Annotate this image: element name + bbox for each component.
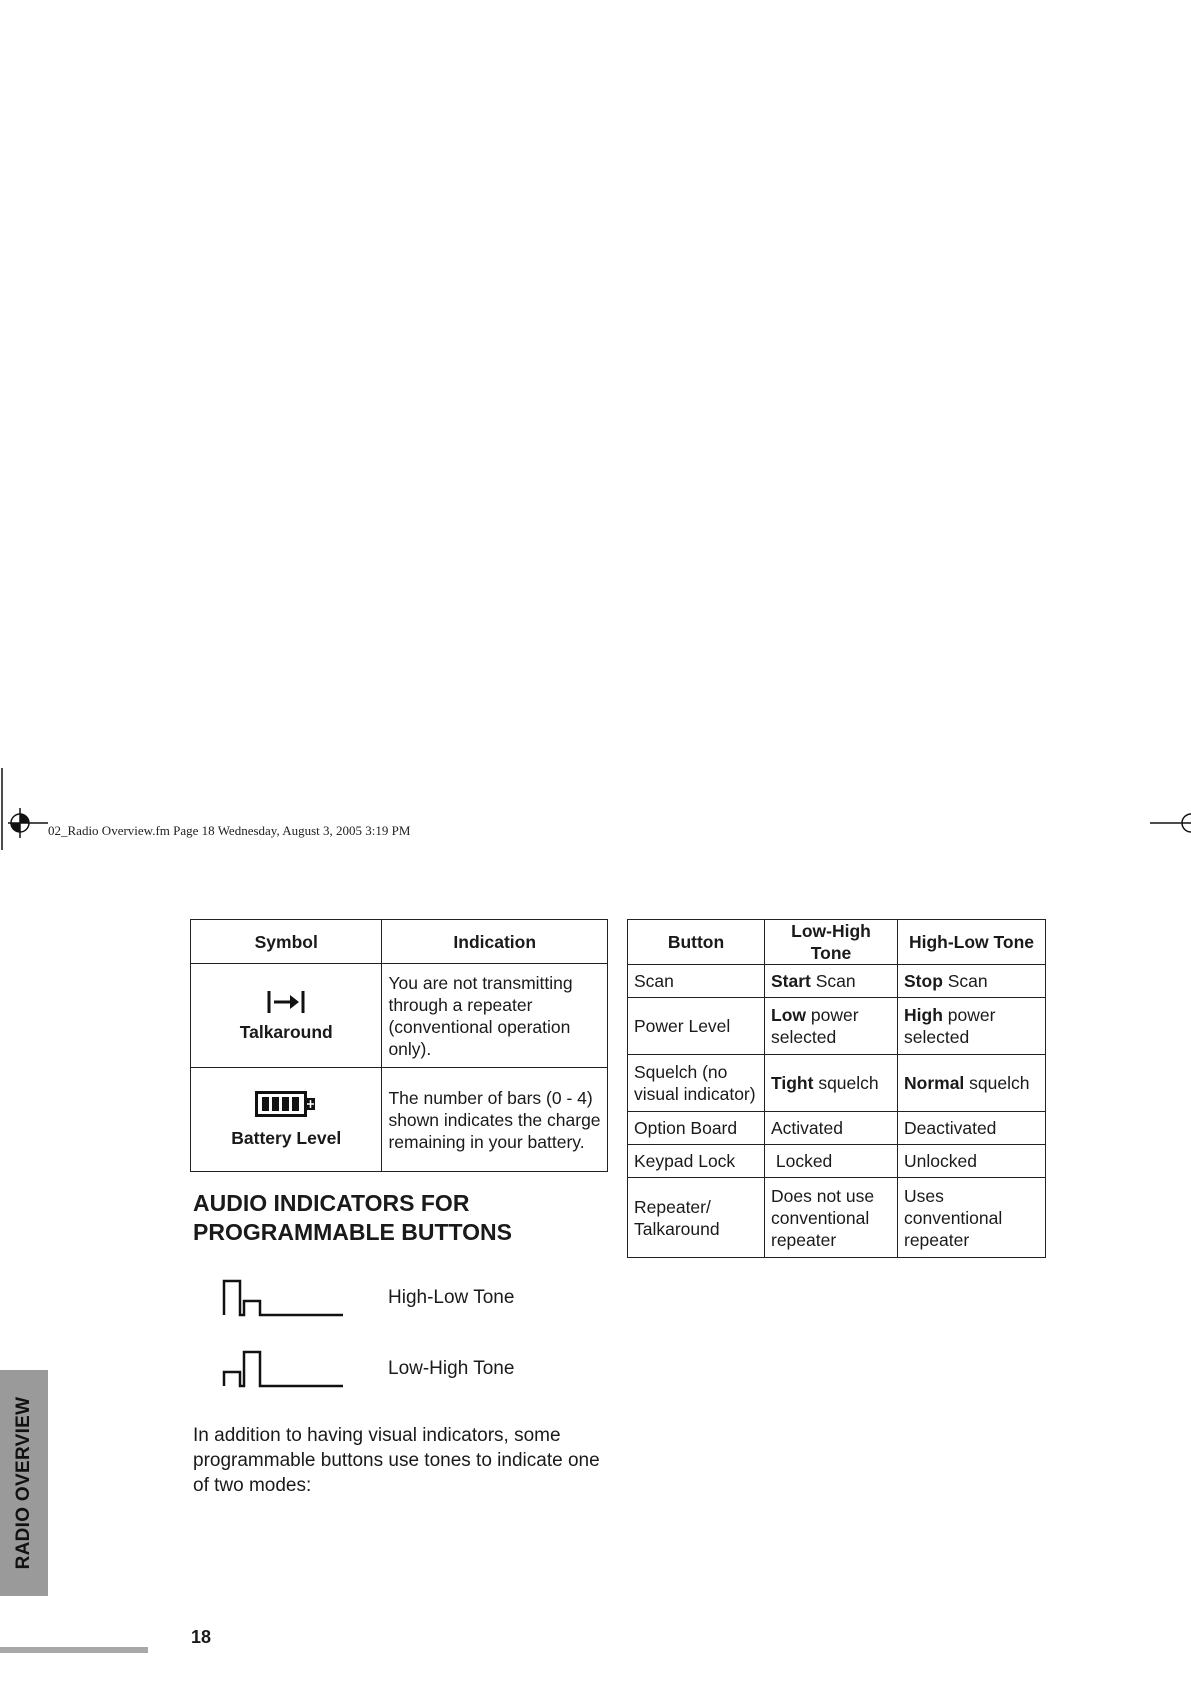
section-heading-line: AUDIO INDICATORS FOR (193, 1190, 470, 1216)
battery-icon (255, 1091, 317, 1117)
tone-label: High-Low Tone (388, 1287, 515, 1308)
table-row (191, 964, 608, 1068)
emphasis: Stop (904, 971, 943, 991)
cell-text: Uses conventional repeater (904, 1185, 1003, 1250)
high-low-tone-icon (222, 1277, 346, 1317)
table-row (191, 1068, 608, 1172)
indication-cell: You are not transmitting through a repeater (conventional operation only). (382, 964, 608, 1068)
button-cell: Keypad Lock (628, 1145, 765, 1178)
high-low-cell (898, 1055, 1046, 1112)
column-header: Indication (382, 920, 608, 964)
cell-text: Unlocked (904, 1151, 977, 1171)
cell-text: Deactivated (904, 1118, 997, 1138)
running-header: 02_Radio Overview.fm Page 18 Wednesday, August 3, 2005 3:19 PM (48, 823, 411, 838)
column-header: High-Low Tone (898, 920, 1046, 965)
body-paragraph: In addition to having visual indicators, some programmable buttons use tones to indicate one of two modes: (193, 1425, 600, 1496)
table-row (628, 1145, 1046, 1178)
emphasis: High (904, 1005, 943, 1025)
symbol-label: Battery Level (231, 1127, 342, 1148)
indication-cell: The number of bars (0 - 4) shown indicates the charge remaining in your battery. (382, 1068, 608, 1172)
cell-text: squelch (813, 1073, 879, 1093)
high-low-cell (898, 1112, 1046, 1145)
tone-label: Low-High Tone (388, 1358, 515, 1379)
column-header: Low-High Tone (765, 920, 898, 965)
button-cell: Power Level (628, 998, 765, 1055)
symbol-cell (191, 964, 382, 1068)
section-heading (193, 1189, 613, 1247)
registration-mark-icon (1150, 808, 1191, 838)
low-high-tone-icon (222, 1348, 346, 1388)
button-cell: Squelch (no visual indicator) (628, 1055, 765, 1112)
chapter-tab-label: RADIO OVERVIEW (13, 1396, 34, 1570)
talkaround-icon (266, 989, 306, 1015)
registration-mark-icon (0, 768, 48, 850)
symbol-table (190, 919, 608, 1172)
table-row (628, 965, 1046, 998)
button-cell: Repeater/ Talkaround (628, 1178, 765, 1258)
low-high-cell (765, 998, 898, 1055)
high-low-cell (898, 965, 1046, 998)
cell-text: Locked (771, 1151, 833, 1171)
cell-text: squelch (964, 1073, 1030, 1093)
symbol-cell (191, 1068, 382, 1172)
column-header: Symbol (191, 920, 382, 964)
button-cell: Option Board (628, 1112, 765, 1145)
high-low-cell (898, 1178, 1046, 1258)
cell-text: Scan (810, 971, 856, 991)
table-header-row (191, 920, 608, 964)
symbol-label: Talkaround (239, 1021, 333, 1042)
low-high-cell (765, 1178, 898, 1258)
emphasis: Start (771, 971, 811, 991)
cell-text: Does not use conventional repeater (771, 1185, 875, 1250)
emphasis: Low (771, 1005, 806, 1025)
low-high-cell (765, 1112, 898, 1145)
emphasis: Tight (771, 1073, 814, 1093)
high-low-cell (898, 998, 1046, 1055)
section-heading-line: PROGRAMMABLE BUTTONS (193, 1219, 513, 1245)
low-high-cell (765, 1055, 898, 1112)
cell-text: power selected (771, 1005, 859, 1047)
high-low-cell (898, 1145, 1046, 1178)
cell-text: Activated (771, 1118, 843, 1138)
column-header: Button (628, 920, 765, 965)
cell-text: power selected (904, 1005, 996, 1047)
cell-text: Scan (942, 971, 988, 991)
tone-table (627, 919, 1046, 1258)
tone-item (222, 1277, 602, 1325)
footer-bar (0, 1647, 148, 1653)
table-row (628, 998, 1046, 1055)
emphasis: Normal (904, 1073, 965, 1093)
chapter-side-tab (0, 1370, 48, 1596)
low-high-cell (765, 1145, 898, 1178)
tone-item (222, 1348, 602, 1396)
table-row (628, 1112, 1046, 1145)
table-row (628, 1178, 1046, 1258)
page-number: 18 (191, 1627, 212, 1647)
table-row (628, 1055, 1046, 1112)
low-high-cell (765, 965, 898, 998)
table-header-row (628, 920, 1046, 965)
button-cell: Scan (628, 965, 765, 998)
